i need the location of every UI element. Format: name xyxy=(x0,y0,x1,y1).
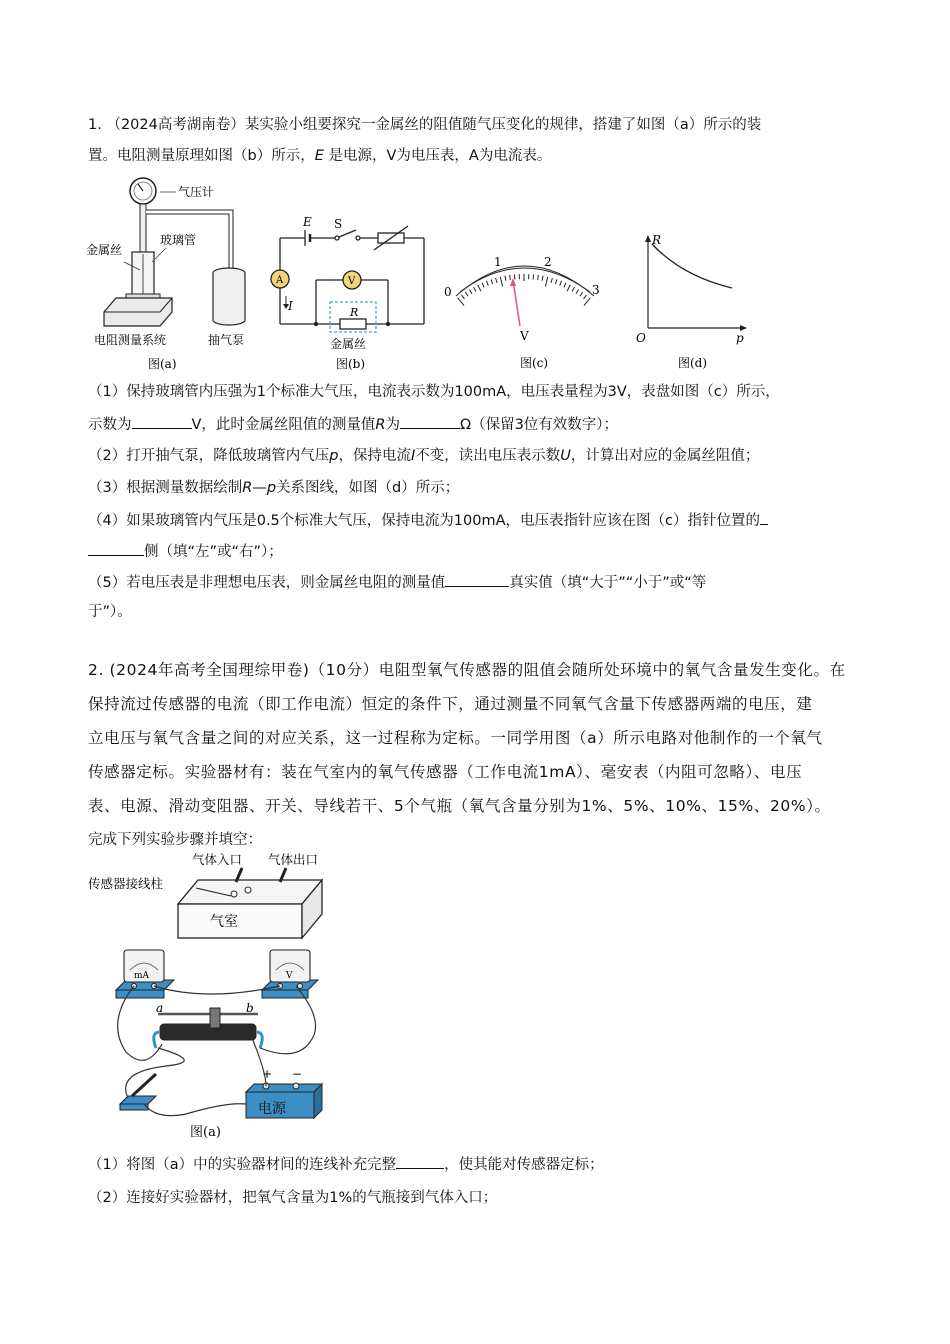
dial-tick xyxy=(505,276,506,281)
dial-tick xyxy=(555,279,557,284)
answer-blank-voltage[interactable] xyxy=(132,413,192,429)
q1-figure-b xyxy=(270,212,430,374)
q1-s1-text-4: Ω（保留3位有效数字）； xyxy=(460,417,619,433)
dial-pointer xyxy=(513,280,520,326)
q1-figure-b-circuit xyxy=(270,212,430,374)
q1-figure-d xyxy=(632,232,752,374)
dial-tick xyxy=(474,287,476,291)
dial-tick xyxy=(482,283,484,288)
answer-blank-wiring[interactable] xyxy=(396,1153,444,1169)
q1-intro-text-b: 是电源，V为电压表，A为电流表。 xyxy=(323,148,552,164)
q1-s1-symbol-r: R xyxy=(375,417,386,433)
q1-intro-text-a: 置。电阻测量原理如图（b）所示， xyxy=(88,148,315,164)
label-s: S xyxy=(334,217,343,231)
dial-tick xyxy=(564,283,566,288)
q1-s4-text-2: 侧（填“左”或“右”）； xyxy=(144,544,283,560)
dial-tick xyxy=(500,277,502,287)
q1-s4-text-1: （4）如果玻璃管内气压是0.5个标准大气压，保持电流为100mA，电压表指针应该在图（c）指针位置的 xyxy=(88,513,760,529)
label-vacuum-pump: 抽气泵 xyxy=(208,333,245,347)
label-sensor-terminal: 传感器接线柱 xyxy=(88,876,164,891)
q1-step4-line-1 xyxy=(88,509,768,531)
label-v: V xyxy=(348,276,356,287)
dial-tick xyxy=(545,277,547,287)
q1-figure-a xyxy=(86,174,266,374)
q2-step2-line: （2）连接好实验器材，把氧气含量为1%的气瓶接到气体入口； xyxy=(88,1190,498,1206)
dial-tick xyxy=(560,281,562,286)
dial-unit-v: V xyxy=(520,329,529,343)
label-chamber: 气室 xyxy=(210,914,238,930)
q2-line-6: 完成下列实验步骤并填空： xyxy=(88,832,262,848)
label-a: A xyxy=(276,275,284,286)
q1-figure-d-graph xyxy=(632,232,752,374)
q1-s2-text-1: （2）打开抽气泵，降低玻璃管内气压 xyxy=(88,448,330,464)
q2-line-3: 立电压与氧气含量之间的对应关系，这一过程称为定标。一同学用图（a）所示电路对他制作的一个氧气 xyxy=(88,729,823,747)
q1-intro-line-2 xyxy=(88,146,551,166)
r-p-curve xyxy=(652,244,732,288)
q1-figure-a-drawing xyxy=(86,174,266,374)
q2-line-1: 2. (2024年高考全国理综甲卷)（10分）电阻型氧气传感器的阻值会随所处环境中的氧气含量发生变化。在 xyxy=(88,661,846,679)
label-plus: + xyxy=(262,1067,273,1081)
q2-line-2: 保持流过传感器的电流（即工作电流）恒定的条件下，通过测量不同氧气含量下传感器两端的电压，建 xyxy=(88,695,813,713)
gas-chamber xyxy=(178,904,302,938)
dial-tick xyxy=(584,295,587,299)
caption-q2-fig-a: 图(a) xyxy=(190,1125,221,1140)
dial-tick xyxy=(469,289,472,293)
answer-blank-resistance[interactable] xyxy=(400,413,460,429)
q1-step5-line-2: 于”）。 xyxy=(88,604,132,620)
dial-tick xyxy=(510,275,511,280)
q2-line-5: 表、电源、滑动变阻器、开关、导线若干、5个气瓶（氧气含量分别为1%、5%、10%、15%、20%）。 xyxy=(88,797,831,815)
q1-step5-line-1 xyxy=(88,571,706,593)
axis-label-p: p xyxy=(736,331,744,345)
dial-tick xyxy=(465,292,468,296)
label-power-source: 电源 xyxy=(258,1101,286,1117)
q1-step2-line xyxy=(88,446,759,466)
q1-s5-text-2: 真实值（填“大于”“小于”或“等 xyxy=(509,575,707,591)
q1-step4-line-2 xyxy=(88,540,283,562)
dial-tick xyxy=(580,292,583,296)
q1-figure-c-dial xyxy=(440,248,608,374)
q1-intro-line-1: 1. （2024高考湖南卷）某实验小组要探究一金属丝的阻值随气压变化的规律，搭建了如图（a）所示的装 xyxy=(88,117,762,133)
label-r: R xyxy=(350,306,359,319)
label-b-terminal: b xyxy=(246,1001,254,1015)
label-v-meter: V xyxy=(286,971,293,981)
dial-tick xyxy=(496,278,497,283)
q1-s5-text-1: （5）若电压表是非理想电压表，则金属丝电阻的测量值 xyxy=(88,575,446,591)
label-e: E xyxy=(303,215,312,229)
q1-step3-line xyxy=(88,478,459,498)
q2-s1-text-2: ，使其能对传感器定标； xyxy=(444,1157,604,1173)
q1-s3-text-2: 关系图线，如图（d）所示； xyxy=(276,480,460,496)
label-metal-wire: 金属丝 xyxy=(86,243,123,257)
q2-s1-text-1: （1）将图（a）中的实验器材间的连线补充完整 xyxy=(88,1157,397,1173)
label-minus: − xyxy=(292,1067,303,1081)
caption-fig-b: 图(b) xyxy=(336,357,366,371)
answer-blank-side[interactable] xyxy=(88,540,144,556)
dial-tick xyxy=(478,285,481,291)
q1-step1-line-2 xyxy=(88,413,618,435)
label-glass-tube: 玻璃管 xyxy=(160,233,197,247)
q1-s2-text-4: ，计算出对应的金属丝阻值； xyxy=(570,448,760,464)
dial-tick xyxy=(576,289,579,293)
q1-s1-text-1: 示数为 xyxy=(88,417,132,433)
caption-fig-a: 图(a) xyxy=(148,357,177,371)
q1-s1-text-3: 为 xyxy=(385,417,400,433)
tick-1: 1 xyxy=(494,255,502,269)
q1-step1-line-1: （1）保持玻璃管内压强为1个标准大气压，电流表示数为100mA，电压表量程为3V，表盘如图（c）所示， xyxy=(88,384,780,400)
label-a-terminal: a xyxy=(156,1001,164,1015)
tick-0: 0 xyxy=(444,285,452,299)
dial-tick xyxy=(487,281,489,286)
q1-s3-dash: — xyxy=(252,480,267,496)
q2-step1-line xyxy=(88,1153,604,1175)
dial-tick xyxy=(567,285,570,291)
q1-s2-text-3: 不变，读出电压表示数 xyxy=(415,448,561,464)
q1-s3-symbol-p: p xyxy=(266,480,277,496)
q2-figure-a xyxy=(86,852,346,1142)
label-ma: mA xyxy=(134,971,150,981)
rheostat xyxy=(160,1024,256,1040)
q1-s2-symbol-i: I xyxy=(410,448,416,464)
dial-tick xyxy=(538,275,539,280)
label-gauge: 气压计 xyxy=(178,185,215,199)
dial-tick xyxy=(584,298,590,306)
q1-s3-symbol-r: R xyxy=(242,480,253,496)
dial-tick xyxy=(551,278,552,283)
q1-s2-symbol-u: U xyxy=(560,448,571,464)
label-gas-outlet: 气体出口 xyxy=(268,852,319,867)
q2-line-4: 传感器定标。实验器材有：装在气室内的氧气传感器（工作电流1mA）、毫安表（内阻可忽略）、电压 xyxy=(88,763,803,781)
dial-tick xyxy=(572,287,574,291)
switch-lever xyxy=(132,1074,156,1096)
answer-blank-side-start[interactable] xyxy=(760,509,768,525)
q1-intro-symbol-e: E xyxy=(314,148,324,164)
q1-s1-text-2: V，此时金属丝阻值的测量值 xyxy=(191,417,376,433)
origin-label: O xyxy=(636,331,646,345)
q1-s2-text-2: ，保持电流 xyxy=(338,448,411,464)
dial-tick xyxy=(491,279,493,284)
label-metal-wire-b: 金属丝 xyxy=(330,337,367,351)
label-i: I xyxy=(288,299,293,313)
q1-s3-text-1: （3）根据测量数据绘制 xyxy=(88,480,243,496)
answer-blank-compare[interactable] xyxy=(445,571,509,587)
caption-fig-c: 图(c) xyxy=(520,356,549,370)
caption-fig-d: 图(d) xyxy=(678,356,708,370)
q2-figure-a-apparatus xyxy=(86,852,346,1142)
tick-2: 2 xyxy=(544,255,552,269)
dial-tick xyxy=(461,295,464,299)
q1-s2-symbol-p: p xyxy=(329,448,339,464)
label-resistance-system: 电阻测量系统 xyxy=(94,333,167,347)
axis-label-r: R xyxy=(652,233,662,247)
dial-tick xyxy=(542,276,543,281)
q1-figure-c xyxy=(440,248,608,374)
label-gas-inlet: 气体入口 xyxy=(192,852,243,867)
dial-tick xyxy=(458,298,464,306)
tick-3: 3 xyxy=(592,283,600,297)
